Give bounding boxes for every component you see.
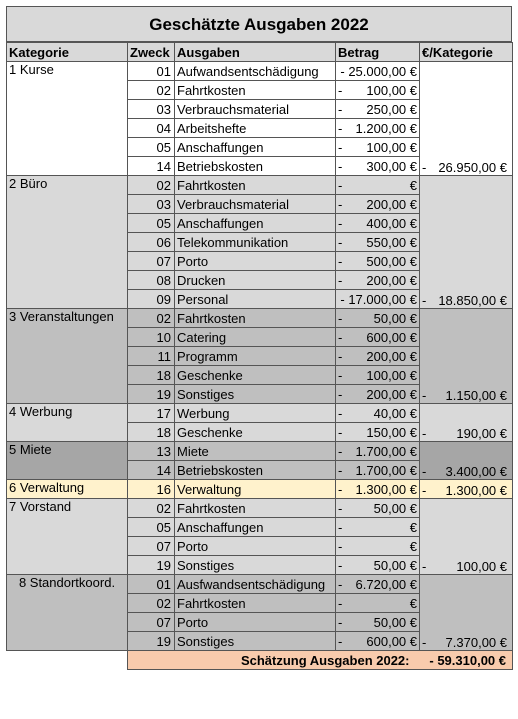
zweck-cell[interactable]: 07 xyxy=(128,613,175,632)
betrag-value: - 25.000,00 € xyxy=(340,63,417,79)
zweck-cell[interactable]: 04 xyxy=(128,119,175,138)
minus-sign: - xyxy=(338,234,343,250)
betrag-value: 50,00 € xyxy=(373,557,417,573)
betrag-cell[interactable] xyxy=(336,81,420,100)
zweck-cell[interactable]: 14 xyxy=(128,157,175,176)
zweck-cell[interactable]: 07 xyxy=(128,252,175,271)
category-total-cell[interactable] xyxy=(420,62,513,176)
minus-sign: - xyxy=(338,538,343,554)
category-total-value: 1.300,00 € xyxy=(445,483,507,498)
betrag-value: € xyxy=(409,519,417,535)
ausgabe-cell[interactable]: Personal xyxy=(175,290,336,309)
betrag-cell[interactable] xyxy=(336,195,420,214)
expense-sheet xyxy=(6,6,512,670)
betrag-value: 1.700,00 € xyxy=(355,443,417,459)
minus-sign: - xyxy=(422,160,427,175)
zweck-cell[interactable]: 18 xyxy=(128,423,175,442)
category-cell[interactable]: 3 Veranstaltungen xyxy=(7,309,128,404)
betrag-value: 40,00 € xyxy=(373,405,417,421)
ausgabe-cell[interactable]: Fahrtkosten xyxy=(175,499,336,518)
minus-sign: - xyxy=(338,329,343,345)
zweck-cell[interactable]: 02 xyxy=(128,81,175,100)
zweck-cell[interactable]: 03 xyxy=(128,195,175,214)
minus-sign: - xyxy=(338,158,343,174)
ausgabe-cell[interactable]: Sonstiges xyxy=(175,385,336,404)
betrag-value: 100,00 € xyxy=(366,139,417,155)
summary-row xyxy=(7,651,513,670)
betrag-value: 6.720,00 € xyxy=(355,576,417,592)
sheet-title: Geschätzte Ausgaben 2022 xyxy=(6,6,512,42)
zweck-cell[interactable]: 01 xyxy=(128,575,175,594)
zweck-cell[interactable]: 05 xyxy=(128,138,175,157)
category-cell[interactable]: 2 Büro xyxy=(7,176,128,309)
ausgabe-cell[interactable]: Fahrtkosten xyxy=(175,176,336,195)
minus-sign: - xyxy=(338,557,343,573)
zweck-cell[interactable]: 06 xyxy=(128,233,175,252)
zweck-cell[interactable]: 19 xyxy=(128,556,175,575)
minus-sign: - xyxy=(422,293,427,308)
betrag-cell[interactable] xyxy=(336,100,420,119)
category-total-cell[interactable] xyxy=(420,309,513,404)
zweck-cell[interactable]: 07 xyxy=(128,537,175,556)
betrag-cell[interactable] xyxy=(336,309,420,328)
ausgabe-cell[interactable]: Programm xyxy=(175,347,336,366)
zweck-cell[interactable]: 14 xyxy=(128,461,175,480)
category-total-cell[interactable] xyxy=(420,499,513,575)
betrag-cell[interactable] xyxy=(336,518,420,537)
betrag-cell[interactable] xyxy=(336,62,420,81)
betrag-cell[interactable] xyxy=(336,366,420,385)
zweck-cell[interactable]: 02 xyxy=(128,499,175,518)
betrag-value: 200,00 € xyxy=(366,196,417,212)
minus-sign: - xyxy=(338,177,343,193)
ausgabe-cell[interactable]: Fahrtkosten xyxy=(175,81,336,100)
category-total-cell[interactable] xyxy=(420,575,513,651)
ausgabe-cell[interactable]: Drucken xyxy=(175,271,336,290)
ausgabe-cell[interactable]: Ausfwandsentschädigung xyxy=(175,575,336,594)
ausgabe-cell[interactable]: Betriebskosten xyxy=(175,157,336,176)
betrag-cell[interactable] xyxy=(336,632,420,651)
betrag-value: € xyxy=(409,177,417,193)
betrag-value: 200,00 € xyxy=(366,348,417,364)
minus-sign: - xyxy=(338,82,343,98)
minus-sign: - xyxy=(338,614,343,630)
betrag-value: 600,00 € xyxy=(366,329,417,345)
summary-value[interactable]: - 59.310,00 € xyxy=(420,651,513,670)
ausgabe-cell[interactable]: Sonstiges xyxy=(175,632,336,651)
minus-sign: - xyxy=(338,405,343,421)
zweck-cell[interactable]: 05 xyxy=(128,214,175,233)
ausgabe-cell[interactable]: Fahrtkosten xyxy=(175,594,336,613)
header-kategorie[interactable]: Kategorie xyxy=(7,43,128,62)
betrag-value: 200,00 € xyxy=(366,272,417,288)
ausgabe-cell[interactable]: Arbeitshefte xyxy=(175,119,336,138)
betrag-cell[interactable] xyxy=(336,423,420,442)
betrag-cell[interactable] xyxy=(336,404,420,423)
minus-sign: - xyxy=(338,576,343,592)
betrag-value: € xyxy=(409,595,417,611)
category-cell[interactable]: 4 Werbung xyxy=(7,404,128,442)
betrag-value: 300,00 € xyxy=(366,158,417,174)
zweck-cell[interactable]: 03 xyxy=(128,100,175,119)
summary-label[interactable]: Schätzung Ausgaben 2022: xyxy=(128,651,420,670)
betrag-value: 1.300,00 € xyxy=(355,481,417,497)
minus-sign: - xyxy=(338,386,343,402)
betrag-cell[interactable] xyxy=(336,328,420,347)
category-total-cell[interactable] xyxy=(420,404,513,442)
betrag-cell[interactable] xyxy=(336,347,420,366)
betrag-value: 200,00 € xyxy=(366,386,417,402)
betrag-value: 50,00 € xyxy=(373,310,417,326)
zweck-cell[interactable]: 02 xyxy=(128,309,175,328)
ausgabe-cell[interactable]: Werbung xyxy=(175,404,336,423)
betrag-value: - 17.000,00 € xyxy=(340,291,417,307)
minus-sign: - xyxy=(422,464,427,479)
betrag-value: 400,00 € xyxy=(366,215,417,231)
betrag-value: 50,00 € xyxy=(373,500,417,516)
category-total-cell[interactable] xyxy=(420,176,513,309)
minus-sign: - xyxy=(338,120,343,136)
betrag-value: 250,00 € xyxy=(366,101,417,117)
category-cell[interactable]: 8 Standortkoord. xyxy=(7,575,128,651)
zweck-cell[interactable]: 02 xyxy=(128,176,175,195)
minus-sign: - xyxy=(338,139,343,155)
betrag-cell[interactable] xyxy=(336,119,420,138)
minus-sign: - xyxy=(338,443,343,459)
zweck-cell[interactable]: 19 xyxy=(128,385,175,404)
minus-sign: - xyxy=(338,272,343,288)
betrag-cell[interactable] xyxy=(336,613,420,632)
betrag-cell[interactable] xyxy=(336,480,420,499)
header-row xyxy=(7,43,513,62)
zweck-cell[interactable]: 16 xyxy=(128,480,175,499)
ausgabe-cell[interactable]: Porto xyxy=(175,537,336,556)
betrag-cell[interactable] xyxy=(336,442,420,461)
zweck-cell[interactable]: 18 xyxy=(128,366,175,385)
zweck-cell[interactable]: 17 xyxy=(128,404,175,423)
ausgabe-cell[interactable]: Anschaffungen xyxy=(175,138,336,157)
minus-sign: - xyxy=(338,424,343,440)
table-row xyxy=(7,499,513,518)
category-total-value: 26.950,00 € xyxy=(438,160,507,175)
zweck-cell[interactable]: 10 xyxy=(128,328,175,347)
betrag-cell[interactable] xyxy=(336,594,420,613)
betrag-value: 100,00 € xyxy=(366,82,417,98)
category-total-cell[interactable] xyxy=(420,480,513,499)
table-row xyxy=(7,176,513,195)
category-total-value: 3.400,00 € xyxy=(445,464,507,479)
minus-sign: - xyxy=(338,196,343,212)
header-betrag[interactable]: Betrag xyxy=(336,43,420,62)
minus-sign: - xyxy=(422,426,427,441)
table-row xyxy=(7,62,513,81)
ausgabe-cell[interactable]: Geschenke xyxy=(175,366,336,385)
betrag-value: 100,00 € xyxy=(366,367,417,383)
zweck-cell[interactable]: 01 xyxy=(128,62,175,81)
ausgabe-cell[interactable]: Verbrauchsmaterial xyxy=(175,195,336,214)
header-zweck[interactable]: Zweck xyxy=(128,43,175,62)
minus-sign: - xyxy=(338,481,343,497)
table-row xyxy=(7,480,513,499)
betrag-cell[interactable] xyxy=(336,461,420,480)
ausgabe-cell[interactable]: Miete xyxy=(175,442,336,461)
category-total-value: 7.370,00 € xyxy=(445,635,507,650)
header-ausgaben[interactable]: Ausgaben xyxy=(175,43,336,62)
zweck-cell[interactable]: 02 xyxy=(128,594,175,613)
ausgabe-cell[interactable]: Telekommunikation xyxy=(175,233,336,252)
ausgabe-cell[interactable]: Geschenke xyxy=(175,423,336,442)
category-total-value: 190,00 € xyxy=(456,426,507,441)
minus-sign: - xyxy=(422,483,427,498)
betrag-cell[interactable] xyxy=(336,575,420,594)
minus-sign: - xyxy=(338,253,343,269)
minus-sign: - xyxy=(338,633,343,649)
ausgabe-cell[interactable]: Verbrauchsmaterial xyxy=(175,100,336,119)
betrag-cell[interactable] xyxy=(336,157,420,176)
category-cell[interactable]: 5 Miete xyxy=(7,442,128,480)
ausgabe-cell[interactable]: Verwaltung xyxy=(175,480,336,499)
betrag-value: 1.700,00 € xyxy=(355,462,417,478)
header-per-kategorie[interactable]: €/Kategorie xyxy=(420,43,513,62)
ausgabe-cell[interactable]: Anschaffungen xyxy=(175,518,336,537)
betrag-cell[interactable] xyxy=(336,138,420,157)
minus-sign: - xyxy=(338,519,343,535)
ausgabe-cell[interactable]: Fahrtkosten xyxy=(175,309,336,328)
betrag-value: 50,00 € xyxy=(373,614,417,630)
minus-sign: - xyxy=(338,595,343,611)
minus-sign: - xyxy=(338,348,343,364)
betrag-cell[interactable] xyxy=(336,214,420,233)
category-cell[interactable]: 6 Verwaltung xyxy=(7,480,128,499)
expense-table xyxy=(6,42,513,670)
betrag-cell[interactable] xyxy=(336,233,420,252)
minus-sign: - xyxy=(422,388,427,403)
betrag-value: 500,00 € xyxy=(366,253,417,269)
minus-sign: - xyxy=(338,310,343,326)
category-cell[interactable]: 7 Vorstand xyxy=(7,499,128,575)
table-row xyxy=(7,575,513,594)
category-total-value: 1.150,00 € xyxy=(445,388,507,403)
category-cell[interactable]: 1 Kurse xyxy=(7,62,128,176)
betrag-value: 1.200,00 € xyxy=(355,120,417,136)
betrag-value: 600,00 € xyxy=(366,633,417,649)
ausgabe-cell[interactable]: Betriebskosten xyxy=(175,461,336,480)
minus-sign: - xyxy=(338,500,343,516)
ausgabe-cell[interactable]: Anschaffungen xyxy=(175,214,336,233)
ausgabe-cell[interactable]: Porto xyxy=(175,252,336,271)
ausgabe-cell[interactable]: Porto xyxy=(175,613,336,632)
zweck-cell[interactable]: 11 xyxy=(128,347,175,366)
minus-sign: - xyxy=(422,635,427,650)
category-total-value: 18.850,00 € xyxy=(438,293,507,308)
betrag-cell[interactable] xyxy=(336,537,420,556)
betrag-cell[interactable] xyxy=(336,556,420,575)
zweck-cell[interactable]: 13 xyxy=(128,442,175,461)
table-row xyxy=(7,404,513,423)
minus-sign: - xyxy=(338,215,343,231)
betrag-cell[interactable] xyxy=(336,290,420,309)
betrag-cell[interactable] xyxy=(336,385,420,404)
betrag-cell[interactable] xyxy=(336,176,420,195)
betrag-cell[interactable] xyxy=(336,252,420,271)
minus-sign: - xyxy=(338,101,343,117)
ausgabe-cell[interactable]: Catering xyxy=(175,328,336,347)
betrag-value: 150,00 € xyxy=(366,424,417,440)
zweck-cell[interactable]: 09 xyxy=(128,290,175,309)
table-row xyxy=(7,442,513,461)
minus-sign: - xyxy=(338,462,343,478)
minus-sign: - xyxy=(338,367,343,383)
zweck-cell[interactable]: 05 xyxy=(128,518,175,537)
betrag-value: 550,00 € xyxy=(366,234,417,250)
table-row xyxy=(7,309,513,328)
category-total-value: 100,00 € xyxy=(456,559,507,574)
zweck-cell[interactable]: 08 xyxy=(128,271,175,290)
ausgabe-cell[interactable]: Aufwandsentschädigung xyxy=(175,62,336,81)
betrag-cell[interactable] xyxy=(336,271,420,290)
category-total-cell[interactable] xyxy=(420,442,513,480)
betrag-value: € xyxy=(409,538,417,554)
ausgabe-cell[interactable]: Sonstiges xyxy=(175,556,336,575)
betrag-cell[interactable] xyxy=(336,499,420,518)
minus-sign: - xyxy=(422,559,427,574)
zweck-cell[interactable]: 19 xyxy=(128,632,175,651)
